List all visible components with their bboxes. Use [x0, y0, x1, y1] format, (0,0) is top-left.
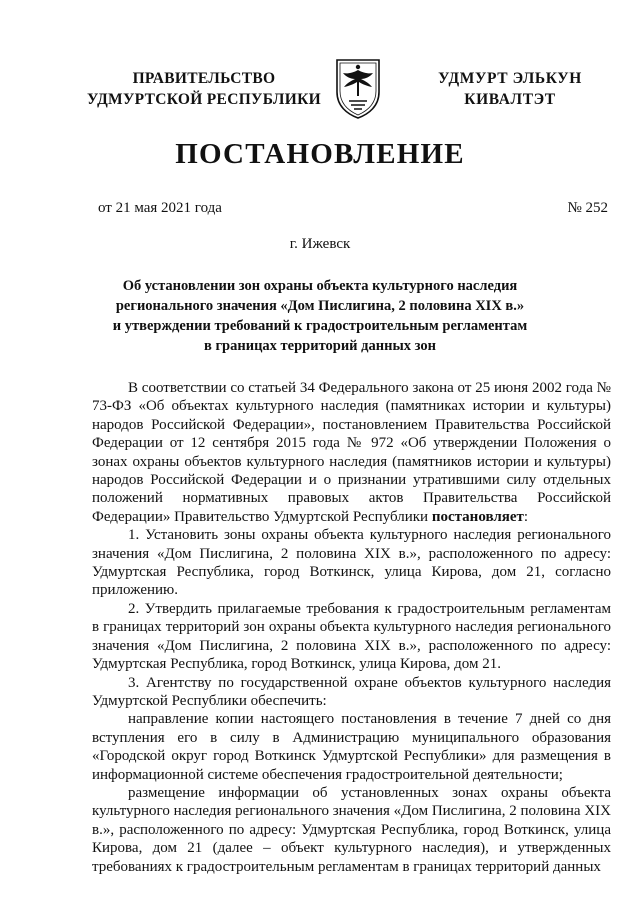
- document-city: г. Ижевск: [289, 236, 351, 252]
- document-body: [92, 379, 611, 876]
- org-right-line1: УДМУРТ ЭЛЬКУН: [438, 70, 582, 87]
- title-line4: в границах территорий данных зон: [204, 338, 436, 354]
- org-name-russian: [86, 68, 322, 110]
- preamble-paragraph: [92, 379, 611, 526]
- title-line3: и утверждении требований к градостроительным регламентам: [112, 318, 528, 334]
- item-3b-paragraph: размещение информации об установленных зонах охраны объекта культурного наследия регионального значения «Дом Пислигина, 2 половина XIX в.», расположенного по адресу: Удмуртская Республика, город Воткинск, улица Кирова, дом 21 (далее – объект культурного наследия), и утвержденных требованиях к градостроительным регламентам в границах территорий данных: [92, 784, 611, 875]
- title-line1: Об установлении зон охраны объекта культурного наследия: [122, 278, 518, 294]
- org-name-udmurt: [420, 68, 600, 110]
- coat-of-arms-icon: [333, 54, 383, 120]
- item-1-paragraph: 1. Установить зоны охраны объекта культурного наследия регионального значения «Дом Пислигина, 2 половина XIX в.», расположенного по адресу: Удмуртская Республика, город Воткинск, улица Кирова, дом 21, согласно приложению.: [92, 527, 611, 599]
- item-3a-paragraph: направление копии настоящего постановления в течение 7 дней со дня вступления его в силу в Администрацию муниципального образования «Городской округ город Воткинск Удмуртской Республики» для размещения в информационной системе обеспечения градостроительной деятельности;: [92, 711, 611, 783]
- letterhead: [0, 68, 640, 138]
- item-2-paragraph: 2. Утвердить прилагаемые требования к градостроительным регламентам в границах территорий зон охраны объекта культурного наследия регионального значения «Дом Пислигина, 2 половина XIX в.», расположенного по адресу: Удмуртская Республика, город Воткинск, улица Кирова, дом 21.: [92, 600, 611, 673]
- preamble-text: В соответствии со статьей 34 Федерального закона от 25 июня 2002 года № 73-ФЗ «Об объектах культурного наследия (памятниках истории и культуры) народов Российской Федерации», постановлением Правительства Российской Федерации от 12 сентября 2015 года № 972 «Об утверждении Положения о зонах охраны объектов культурного наследия (памятников истории и культуры) народов Российской Федерации и о признании утратившими силу отдельных положений нормативных правовых актов Правительства Российской Федерации» Правительство Удмуртской Республики: [92, 380, 611, 525]
- document-number: № 252: [567, 200, 608, 216]
- preamble-end: :: [523, 508, 529, 525]
- document-title: [60, 276, 580, 356]
- title-line2: регионального значения «Дом Пислигина, 2 половина XIX в.»: [115, 298, 525, 314]
- preamble-decree-word: постановляет: [431, 508, 524, 525]
- item-3-paragraph: 3. Агентству по государственной охране объектов культурного наследия Удмуртской Республики обеспечить:: [92, 674, 611, 709]
- org-right-line2: КИВАЛТЭТ: [464, 91, 556, 108]
- org-left-line2: УДМУРТСКОЙ РЕСПУБЛИКИ: [86, 91, 321, 108]
- document-type: ПОСТАНОВЛЕНИЕ: [175, 138, 465, 170]
- document-date: от 21 мая 2021 года: [98, 200, 222, 216]
- org-left-line1: ПРАВИТЕЛЬСТВО: [132, 70, 276, 87]
